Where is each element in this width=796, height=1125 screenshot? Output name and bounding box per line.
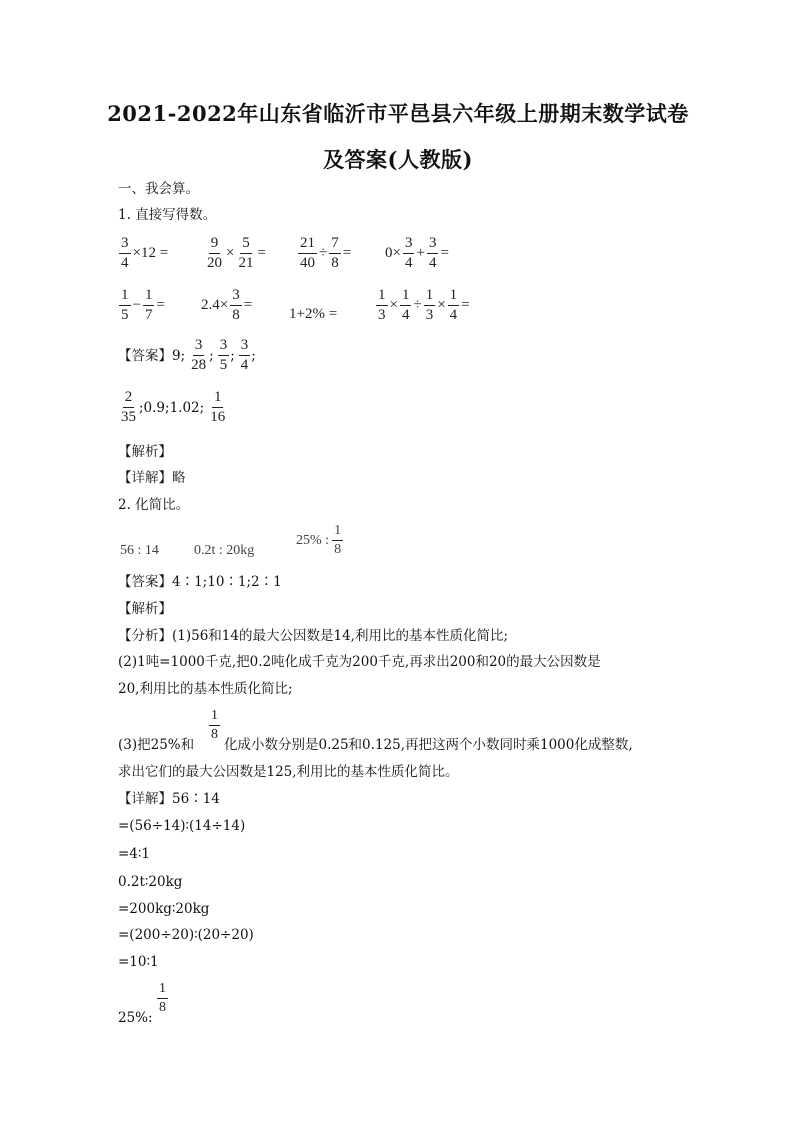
last-fraction-1-8: $\frac{1}{8}$: [159, 981, 166, 1015]
answer-1-line-2: $\frac{2}{35}$ ;0.9;1.02; $\frac{1}{16}$: [121, 389, 226, 425]
expr-1: $\frac{3}{4}$ ×12 =: [121, 235, 169, 271]
analysis-2: 【解析】: [118, 601, 172, 617]
detail-step-2: =(56÷14)∶(14÷14): [118, 818, 246, 834]
expr-5: $\frac{1}{5}$ − $\frac{1}{7}$ =: [121, 287, 165, 323]
fenxi-line-2a: (2)1吨=1000千克,把0.2吨化成千克为200千克,再求出200和20的最大公因数是: [118, 654, 601, 670]
expr-3: $\frac{21}{40}$ ÷ $\frac{7}{8}$ =: [300, 235, 352, 271]
detail-1: 【详解】略: [118, 470, 186, 486]
expr-4: 0× $\frac{3}{4}$ + $\frac{3}{4}$ =: [385, 235, 449, 271]
ratio-item-1: 56 : 14: [120, 543, 159, 558]
ratio-item-2: 0.2t : 20kg: [194, 543, 255, 558]
fenxi-line-3b: 求出它们的最大公因数是125,利用比的基本性质化简比。: [118, 764, 459, 780]
detail-step-6: =(200÷20)∶(20÷20): [118, 927, 254, 943]
detail-step-7: =10∶1: [118, 954, 159, 970]
fenxi-fraction-1-8: $\frac{1}{8}$: [211, 708, 218, 742]
expr-8: $\frac{1}{3}$ × $\frac{1}{4}$ ÷ $\frac{1}{3}$ × $\frac{1}{4}$ =: [378, 287, 470, 323]
fenxi-line-2b: 20,利用比的基本性质化简比;: [118, 681, 293, 697]
question-1-heading: 1. 直接写得数。: [118, 207, 217, 223]
answer-2: 【答案】4∶1;10∶1;2∶1: [118, 574, 282, 590]
detail-step-1: 【详解】56∶14: [118, 791, 220, 807]
detail-step-3: =4∶1: [118, 846, 151, 862]
answer-1-line-1: 【答案】 9; $\frac{3}{28}$ ; $\frac{3}{5}$ ; $\frac{3}{4}$ ;: [118, 337, 256, 373]
detail-step-5: =200kg∶20kg: [118, 901, 210, 917]
fenxi-line-3a-pre: (3)把25%和: [118, 737, 195, 753]
expr-7: 1+2% =: [289, 306, 338, 322]
analysis-1: 【解析】: [118, 444, 172, 460]
expr-2: $\frac{9}{20}$ × $\frac{5}{21}$ =: [207, 235, 266, 271]
section-heading: 一、我会算。: [118, 181, 199, 197]
question-2-heading: 2. 化简比。: [118, 497, 190, 513]
ratio-item-3: 25% : $\frac{1}{8}$: [296, 523, 342, 557]
fenxi-line-3a-post: 化成小数分别是0.25和0.125,再把这两个小数同时乘1000化成整数,: [224, 737, 633, 753]
expr-6: 2.4× $\frac{3}{8}$ =: [201, 287, 253, 323]
title-line-2: 及答案(人教版): [323, 147, 473, 172]
last-ratio-prefix: 25%:: [118, 1010, 153, 1026]
title-line-1: 2021-2022年山东省临沂市平邑县六年级上册期末数学试卷: [107, 101, 689, 126]
fenxi-line-1: 【分析】(1)56和14的最大公因数是14,利用比的基本性质化简比;: [118, 628, 508, 644]
detail-step-4: 0.2t∶20kg: [118, 874, 183, 890]
